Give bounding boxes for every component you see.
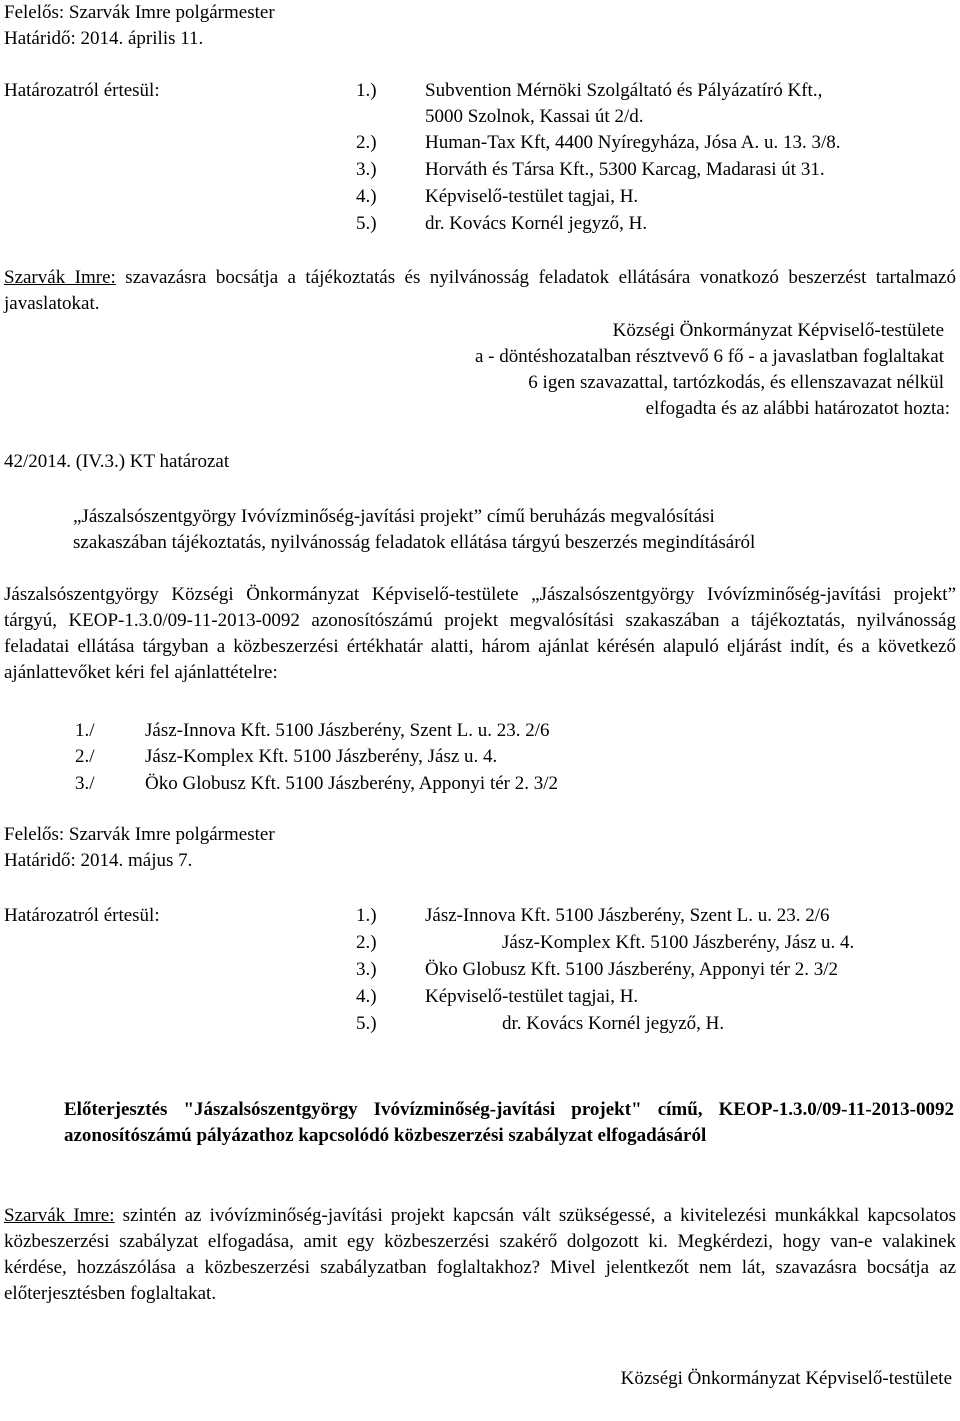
list-item-number: 1.) [356,80,377,101]
list-item: Jász-Komplex Kft. 5100 Jászberény, Jász u. 4. [145,746,498,767]
list-item-number: 1./ [75,720,95,741]
list-item: Jász-Komplex Kft. 5100 Jászberény, Jász u. 4. [502,932,855,953]
list-item: Human-Tax Kft, 4400 Nyíregyháza, Jósa A. u. 13. 3/8. [425,132,841,153]
list-item: Subvention Mérnöki Szolgáltató és Pályázatíró Kft., [425,80,823,101]
responsible-line: Felelős: Szarvák Imre polgármester [4,2,275,23]
list-item: Öko Globusz Kft. 5100 Jászberény, Apponyi tér 2. 3/2 [425,959,839,980]
speaker-name: Szarvák Imre: [4,267,116,288]
list-item-number: 3.) [356,159,377,180]
list-item: Képviselő-testület tagjai, H. [425,186,639,207]
deadline-line: Határidő: 2014. május 7. [4,850,193,871]
list-item: Képviselő-testület tagjai, H. [425,986,639,1007]
list-item-number: 5.) [356,1013,377,1034]
speaker-name: Szarvák Imre: [4,1205,115,1226]
vote-paragraph-1 [4,265,956,317]
resolution-body: Jászalsószentgyörgy Községi Önkormányzat Képviselő-testülete „Jászalsószentgyörgy Ivóvízminőség-javítási projekt” tárgyú, KEOP-1.3.0/09-11-2013-0092 azonosítószámú projekt megvalósítási szakaszában a tájékoztatás, nyilvánosság feladatai ellátása tárgyban a közbeszerzési értékhatár alatti, három ajánlat kérésén alapuló eljárást indít, és a következő ajánlattevőket kéri fel ajánlattételre: [4,584,956,683]
list-item-number: 2.) [356,132,377,153]
list-item: Jász-Innova Kft. 5100 Jászberény, Szent L. u. 23. 2/6 [425,905,830,926]
list-item: dr. Kovács Kornél jegyző, H. [502,1013,725,1034]
resolution-number: 42/2014. (IV.3.) KT határozat [4,451,230,472]
decision-participants: a - döntéshozatalban résztvevő 6 fő - a javaslatban foglaltakat [475,346,944,367]
responsible-line: Felelős: Szarvák Imre polgármester [4,824,275,845]
vote-text: szavazásra bocsátja a tájékoztatás és nyilvánosság feladatok ellátására vonatkozó beszerzést tartalmazó javaslatokat. [4,267,956,314]
list-item-number: 2.) [356,932,377,953]
resolution-title-line-1: „Jászalsószentgyörgy Ivóvízminőség-javítási projekt” című beruházás megvalósítási [73,506,715,527]
list-item-number: 5.) [356,213,377,234]
list-item-number: 3.) [356,959,377,980]
list-item-number: 1.) [356,905,377,926]
list-item: dr. Kovács Kornél jegyző, H. [425,213,648,234]
notify-label: Határozatról értesül: [4,905,160,926]
list-item: 5000 Szolnok, Kassai út 2/d. [425,106,644,127]
list-item-number: 3./ [75,773,95,794]
decision-outcome: elfogadta és az alábbi határozatot hozta: [645,398,950,419]
deadline-line: Határidő: 2014. április 11. [4,28,204,49]
decision-vote-result: 6 igen szavazattal, tartózkodás, és ellenszavazat nélkül [528,372,944,393]
list-item-number: 4.) [356,186,377,207]
vote-text: szintén az ivóvízminőség-javítási projekt kapcsán vált szükségessé, a kivitelezési munkákkal kapcsolatos közbeszerzési szabályzat elfogadása, amit egy közbeszerzési szakérő dolgozott ki. Megkérdezi, hogy van-e valakinek kérdése, hozzászólása a közbeszerzési szabályzatban foglaltakhoz? Mivel jelentkezőt nem lát, szavazásra bocsátja az előterjesztésben foglaltakat. [4,1205,956,1304]
vote-paragraph-2 [4,1203,956,1307]
list-item: Jász-Innova Kft. 5100 Jászberény, Szent L. u. 23. 2/6 [145,720,550,741]
list-item: Öko Globusz Kft. 5100 Jászberény, Apponyi tér 2. 3/2 [145,773,559,794]
decision-body: Községi Önkormányzat Képviselő-testülete [612,320,944,341]
list-item-number: 2./ [75,746,95,767]
notify-label: Határozatról értesül: [4,80,160,101]
decision-body: Községi Önkormányzat Képviselő-testülete [620,1368,952,1389]
resolution-title-line-2: szakaszában tájékoztatás, nyilvánosság feladatok ellátása tárgyú beszerzés megindításáról [73,532,756,553]
proposal-heading: Előterjesztés "Jászalsószentgyörgy Ivóvízminőség-javítási projekt" című, KEOP-1.3.0/09-11-2013-0092 azonosítószámú pályázathoz kapcsolódó közbeszerzési szabályzat elfogadásáról [64,1099,954,1146]
list-item: Horváth és Társa Kft., 5300 Karcag, Madarasi út 31. [425,159,825,180]
list-item-number: 4.) [356,986,377,1007]
